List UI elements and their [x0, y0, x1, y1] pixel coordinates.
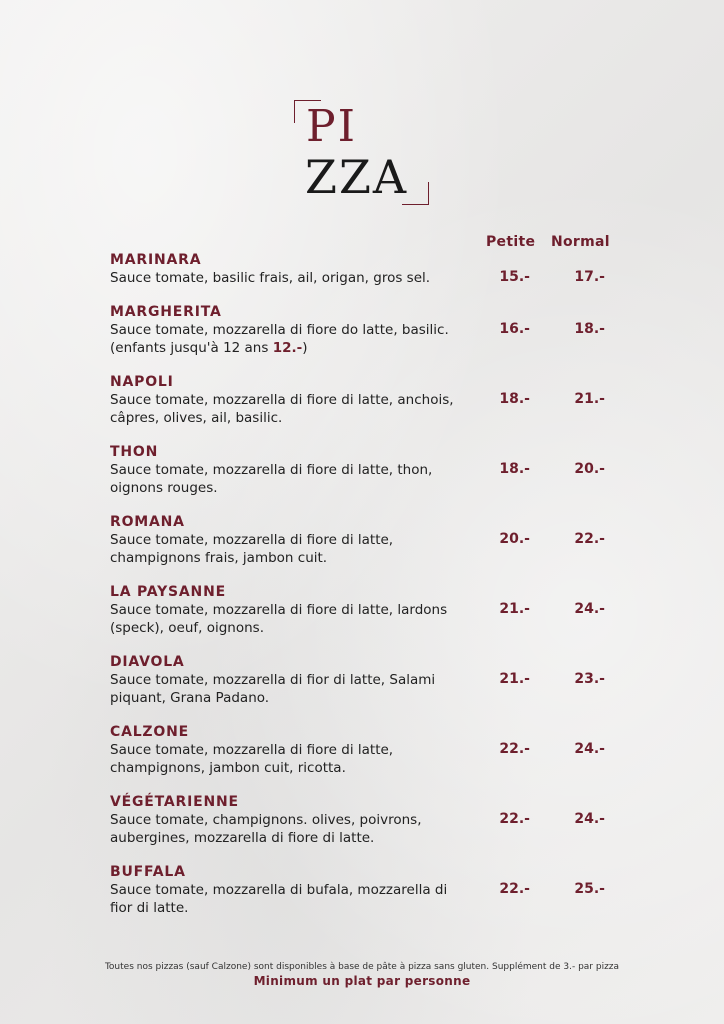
menu-item: [110, 863, 610, 917]
menu-item: [110, 373, 610, 427]
menu-item: [110, 723, 610, 777]
price-normal: 17.-: [574, 269, 605, 285]
price-normal: 22.-: [574, 531, 605, 547]
item-name: MARINARA: [110, 252, 202, 268]
price-normal: 18.-: [574, 321, 605, 337]
price-petite: 22.-: [499, 881, 530, 897]
menu-item: [110, 583, 610, 637]
price-petite: 18.-: [499, 461, 530, 477]
price-petite: 22.-: [499, 811, 530, 827]
item-name: CALZONE: [110, 724, 189, 740]
menu-item: [110, 303, 610, 357]
price-normal: 23.-: [574, 671, 605, 687]
price-normal: 24.-: [574, 741, 605, 757]
logo-line-1: PI: [306, 101, 357, 152]
price-normal: 21.-: [574, 391, 605, 407]
price-normal: 20.-: [574, 461, 605, 477]
price-normal: 24.-: [574, 601, 605, 617]
price-petite: 21.-: [499, 671, 530, 687]
item-description: Sauce tomate, mozzarella di bufala, mozzarella di fior di latte.: [110, 882, 448, 916]
item-description-end: ): [302, 340, 308, 356]
item-description: Sauce tomate, mozzarella di fiore di latte, lardons (speck), oeuf, oignons.: [110, 602, 448, 636]
menu-item: [110, 653, 610, 707]
price-petite: 16.-: [499, 321, 530, 337]
item-description: [110, 321, 455, 357]
price-petite: 18.-: [499, 391, 530, 407]
price-petite: 21.-: [499, 601, 530, 617]
logo-bracket-bottom: [402, 182, 429, 205]
menu-item: [110, 251, 610, 287]
item-name: THON: [110, 444, 159, 460]
item-name: MARGHERITA: [110, 304, 222, 320]
item-name: BUFFALA: [110, 864, 186, 880]
column-header-normal: Normal: [551, 234, 610, 250]
price-normal: 24.-: [574, 811, 605, 827]
item-name: VÉGÉTARIENNE: [110, 794, 239, 810]
child-price-highlight: 12.-: [272, 340, 303, 356]
item-name: DIAVOLA: [110, 654, 185, 670]
pizza-logo: [294, 100, 434, 210]
logo-line-2: ZZA: [305, 150, 409, 204]
item-description: Sauce tomate, mozzarella di fiore di latte, champignons frais, jambon cuit.: [110, 532, 394, 566]
column-header-petite: Petite: [486, 234, 536, 250]
item-description: Sauce tomate, basilic frais, ail, origan, gros sel.: [110, 270, 431, 286]
item-name: ROMANA: [110, 514, 185, 530]
price-petite: 15.-: [499, 269, 530, 285]
item-description: Sauce tomate, mozzarella di fiore di latte, anchois, câpres, olives, ail, basilic.: [110, 392, 454, 426]
item-description: Sauce tomate, mozzarella di fiore di latte, thon, oignons rouges.: [110, 462, 433, 496]
menu-item: [110, 793, 610, 847]
item-name: LA PAYSANNE: [110, 584, 226, 600]
price-normal: 25.-: [574, 881, 605, 897]
price-petite: 22.-: [499, 741, 530, 757]
item-description: Sauce tomate, mozzarella di fiore di latte, champignons, jambon cuit, ricotta.: [110, 742, 394, 776]
menu-item: [110, 443, 610, 497]
price-petite: 20.-: [499, 531, 530, 547]
item-description: Sauce tomate, champignons. olives, poivrons, aubergines, mozzarella di fiore di latte.: [110, 812, 422, 846]
menu-item: [110, 513, 610, 567]
minimum-order-note: Minimum un plat par personne: [253, 974, 471, 988]
gluten-free-note: Toutes nos pizzas (sauf Calzone) sont disponibles à base de pâte à pizza sans gluten. Supplément de 3.- par pizza: [104, 962, 620, 972]
item-description: Sauce tomate, mozzarella di fior di latte, Salami piquant, Grana Padano.: [110, 672, 436, 706]
item-description-text: Sauce tomate, mozzarella di fiore do latte, basilic. (enfants jusqu'à 12 ans: [110, 322, 449, 356]
item-name: NAPOLI: [110, 374, 174, 390]
